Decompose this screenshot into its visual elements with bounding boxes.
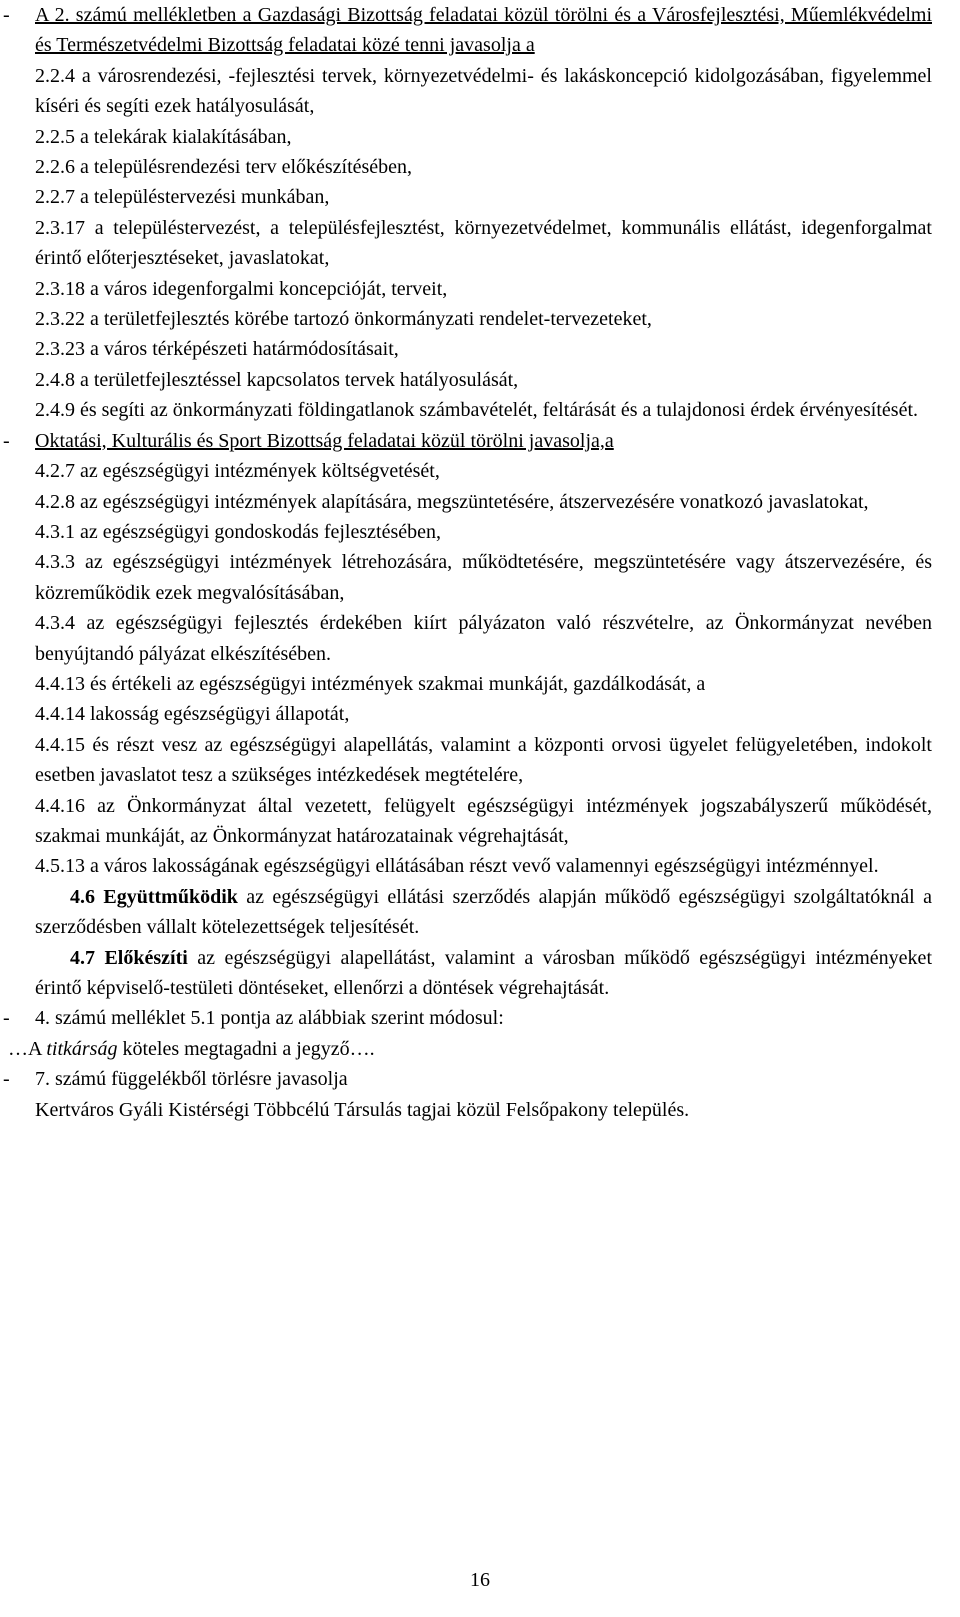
list-item: 2.4.9 és segíti az önkormányzati földingatlanok számbavételét, feltárását és a tulajdonosi érdek érvényesítését.	[35, 399, 919, 422]
list-item: 2.2.5 a telekárak kialakításában,	[35, 125, 292, 148]
item-number: 4.6	[70, 885, 95, 908]
list-item: 4.2.8 az egészségügyi intézmények alapítására, megszüntetésére, átszervezésére vonatkozó javaslatokat,	[35, 490, 869, 513]
section-heading-text: A 2. számú mellékletben a Gazdasági Bizottság feladatai közül törölni és a Városfejlesztési, Műemlékvédelmi és Természetvédelmi Bizottság feladatai közé tenni javasolja a	[35, 4, 932, 57]
amendment-line	[0, 1034, 960, 1064]
list-dash: -	[3, 1068, 10, 1091]
section-heading-4	[0, 1064, 960, 1094]
list-section-1	[0, 61, 960, 426]
amendment-prefix: …A	[8, 1037, 47, 1060]
amendment-rest: köteles megtagadni a jegyző….	[117, 1037, 375, 1060]
section-heading-2	[0, 426, 960, 456]
item-text: az egészségügyi alapellátást, valamint a városban működő egészségügyi intézményeket érintő képviselő-testületi döntéseket, ellenőrzi a döntések végrehajtását.	[35, 946, 932, 999]
list-item: 4.3.1 az egészségügyi gondoskodás fejlesztésében,	[35, 520, 441, 543]
list-item: 2.2.4 a városrendezési, -fejlesztési tervek, környezetvédelmi- és lakáskoncepció kidolgozásában, figyelemmel kíséri és segíti ezek hatályosulását,	[35, 64, 932, 118]
list-dash: -	[3, 4, 10, 26]
list-item: 4.4.14 lakosság egészségügyi állapotát,	[35, 703, 350, 726]
list-item: 4.3.3 az egészségügyi intézmények létrehozására, működtetésére, megszüntetésére vagy átszervezésére, és közreműködik ezek megvalósításában,	[35, 551, 932, 604]
list-dash: -	[3, 1007, 10, 1030]
list-item: 4.4.15 és részt vesz az egészségügyi alapellátás, valamint a központi orvosi ügyelet felügyeletében, indokolt esetben javaslatot tesz a szükséges intézkedések megtételére,	[35, 733, 932, 787]
bold-list-item	[0, 882, 960, 943]
item-keyword: Együttműködik	[103, 885, 238, 908]
list-item: 2.3.18 a város idegenforgalmi koncepcióját, terveit,	[35, 277, 448, 300]
list-item: 4.5.13 a város lakosságának egészségügyi ellátásában részt vevő valamennyi egészségügyi intézménnyel.	[35, 855, 879, 878]
list-item: 2.2.6 a településrendezési terv előkészítésében,	[35, 156, 413, 179]
item-number: 4.7	[70, 946, 95, 969]
list-item: 2.3.23 a város térképészeti határmódosításait,	[35, 338, 399, 361]
list-item: 2.2.7 a településtervezési munkában,	[35, 186, 330, 209]
section-heading-text: 7. számú függelékből törlésre javasolja	[35, 1068, 348, 1091]
amendment-italic: titkárság	[46, 1037, 118, 1060]
list-item: 4.4.13 és értékeli az egészségügyi intézmények szakmai munkáját, gazdálkodását, a	[35, 672, 706, 695]
final-line: Kertváros Gyáli Kistérségi Többcélú Társulás tagjai közül Felsőpakony település.	[35, 1098, 690, 1121]
section-heading-1	[0, 0, 960, 61]
list-item: 4.3.4 az egészségügyi fejlesztés érdekében kiírt pályázaton való részvételre, az Önkormányzat nevében benyújtandó pályázat elkészítésében.	[35, 612, 932, 665]
list-item: 2.4.8 a területfejlesztéssel kapcsolatos tervek hatályosulását,	[35, 368, 519, 391]
section-heading-text: Oktatási, Kulturális és Sport Bizottság feladatai közül törölni javasolja,a	[35, 429, 614, 452]
list-item: 2.3.17 a településtervezést, a településfejlesztést, környezetvédelmet, kommunális ellátást, idegenforgalmat érintő előterjesztéseket, javaslatokat,	[35, 216, 932, 270]
bold-list-item	[0, 943, 960, 1004]
list-item: 2.3.22 a területfejlesztés körébe tartozó önkormányzati rendelet-tervezeteket,	[35, 308, 652, 331]
item-text: az egészségügyi ellátási szerződés alapján működő egészségügyi szolgáltatóknál a szerződésben vállalt kötelezettségek teljesítését.	[35, 885, 932, 939]
list-item: 4.2.7 az egészségügyi intézmények költségvetését,	[35, 460, 440, 483]
list-item: 4.4.16 az Önkormányzat által vezetett, felügyelt egészségügyi intézmények jogszabályszerű működését, szakmai munkáját, az Önkormányzat határozatainak végrehajtását,	[35, 794, 932, 847]
section-heading-text: 4. számú melléklet 5.1 pontja az alábbiak szerint módosul:	[35, 1007, 504, 1030]
list-section-2	[0, 456, 960, 882]
section-heading-3	[0, 1003, 960, 1033]
list-dash: -	[3, 429, 10, 452]
item-keyword: Előkészíti	[104, 946, 188, 969]
page-number: 16	[470, 1569, 490, 1591]
